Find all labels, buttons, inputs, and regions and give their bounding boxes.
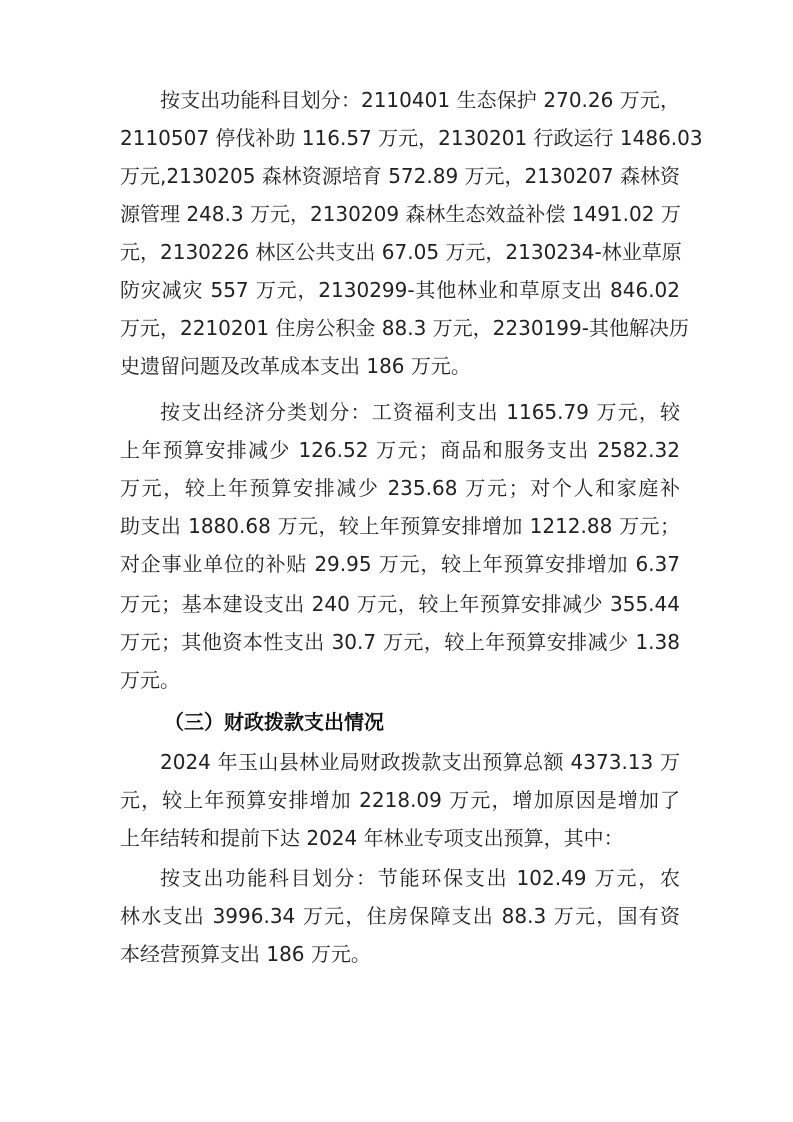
para3-line-3: 上年结转和提前下达 2024 年林业专项支出预算，其中： — [120, 826, 624, 850]
para1-line-8: 史遗留问题及改革成本支出 186 万元。 — [120, 354, 471, 378]
section-heading: （三）财政拨款支出情况 — [164, 710, 384, 734]
para1-line-4: 源管理 248.3 万元，2130209 森林生态效益补偿 1491.02 万 — [120, 202, 681, 226]
para1-line-6: 防灾减灾 557 万元，2130299-其他林业和草原支出 846.02 — [120, 278, 680, 302]
para4-line-1: 按支出功能科目划分：节能环保支出 102.49 万元，农 — [160, 866, 680, 890]
para3-line-1: 2024 年玉山县林业局财政拨款支出预算总额 4373.13 万 — [160, 750, 680, 774]
para4-line-3: 本经营预算支出 186 万元。 — [120, 942, 371, 966]
para2-line-4: 助支出 1880.68 万元，较上年预算安排增加 1212.88 万元； — [120, 514, 680, 538]
para1-line-2: 2110507 停伐补助 116.57 万元，2130201 行政运行 1486.03 — [120, 126, 703, 150]
para4-line-2: 林水支出 3996.34 万元，住房保障支出 88.3 万元，国有资 — [120, 904, 680, 928]
para2-line-8: 万元。 — [120, 668, 180, 692]
para3-line-2: 元，较上年预算安排增加 2218.09 万元，增加原因是增加了 — [120, 788, 680, 812]
para1-line-5: 元，2130226 林区公共支出 67.05 万元，2130234-林业草原 — [120, 240, 682, 264]
para1-line-3: 万元,2130205 森林资源培育 572.89 万元，2130207 森林资 — [120, 164, 680, 188]
para1-line-1: 按支出功能科目划分：2110401 生态保护 270.26 万元， — [160, 88, 680, 112]
para2-line-1: 按支出经济分类划分：工资福利支出 1165.79 万元，较 — [160, 400, 680, 424]
para2-line-7: 万元；其他资本性支出 30.7 万元，较上年预算安排减少 1.38 — [120, 630, 680, 654]
para2-line-5: 对企事业单位的补贴 29.95 万元，较上年预算安排增加 6.37 — [120, 552, 680, 576]
para1-line-7: 万元，2210201 住房公积金 88.3 万元，2230199-其他解决历 — [120, 316, 689, 340]
para2-line-2: 上年预算安排减少 126.52 万元；商品和服务支出 2582.32 — [120, 438, 680, 462]
para2-line-6: 万元；基本建设支出 240 万元，较上年预算安排减少 355.44 — [120, 592, 680, 616]
para2-line-3: 万元，较上年预算安排减少 235.68 万元；对个人和家庭补 — [120, 476, 680, 500]
